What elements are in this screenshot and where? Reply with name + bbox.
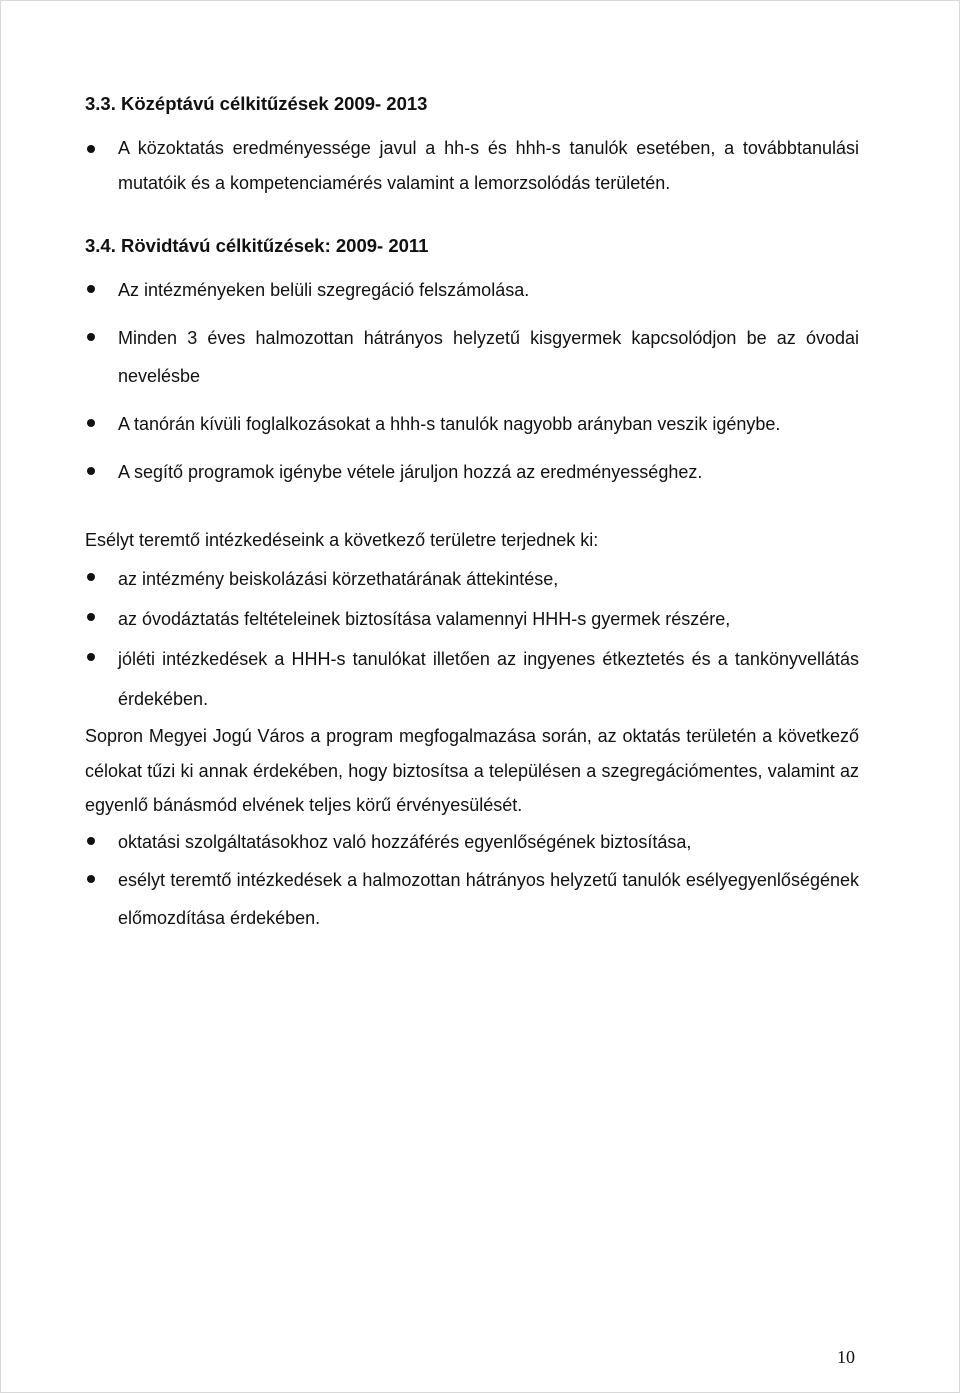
list-item xyxy=(85,131,859,201)
list-item-text: A közoktatás eredményessége javul a hh-s és hhh-s tanulók esetében, a továbbtanulási mutatóik és a kompetenciamérés valamint a lemorzsolódás területén. xyxy=(118,138,859,193)
bullet-icon xyxy=(87,837,95,845)
bullet-icon xyxy=(87,573,95,581)
bullet-list-city-goals xyxy=(85,823,859,937)
bullet-icon xyxy=(87,875,95,883)
list-item-text: jóléti intézkedések a HHH-s tanulókat illetően az ingyenes étkeztetés és a tankönyvellátás érdekében. xyxy=(118,649,859,709)
list-item xyxy=(85,599,859,639)
bullet-icon xyxy=(87,333,95,341)
list-item xyxy=(85,453,859,491)
page-content xyxy=(85,85,859,937)
list-item xyxy=(85,405,859,443)
list-item-text: az óvodáztatás feltételeinek biztosítása valamennyi HHH-s gyermek részére, xyxy=(118,609,731,629)
city-paragraph: Sopron Megyei Jogú Város a program megfogalmazása során, az oktatás területén a következő célokat tűzi ki annak érdekében, hogy biztosítsa a településen a szegregációmentes, valamint az egyenlő bánásmód elvének teljes körű érvényesülését. xyxy=(85,726,859,815)
list-item-text: A segítő programok igénybe vétele járuljon hozzá az eredményességhez. xyxy=(118,462,703,482)
list-item-text: Az intézményeken belüli szegregáció felszámolása. xyxy=(118,280,530,300)
list-item-text: A tanórán kívüli foglalkozásokat a hhh-s tanulók nagyobb arányban veszik igénybe. xyxy=(118,414,781,434)
bullet-list-short-term xyxy=(85,271,859,491)
bullet-icon xyxy=(87,419,95,427)
list-item xyxy=(85,559,859,599)
bullet-icon xyxy=(87,285,95,293)
list-item xyxy=(85,639,859,719)
list-item-text: Minden 3 éves halmozottan hátrányos helyzetű kisgyermek kapcsolódjon be az óvodai nevelésbe xyxy=(118,328,859,386)
measures-intro: Esélyt teremtő intézkedéseink a következő területre terjednek ki: xyxy=(85,530,599,550)
list-item xyxy=(85,271,859,309)
bullet-icon xyxy=(87,613,95,621)
list-item-text: oktatási szolgáltatásokhoz való hozzáférés egyenlőségének biztosítása, xyxy=(118,831,692,852)
list-item xyxy=(85,319,859,395)
page-number: 10 xyxy=(837,1347,855,1367)
bullet-list-medium-term xyxy=(85,131,859,201)
list-item xyxy=(85,861,859,937)
bullet-icon xyxy=(87,653,95,661)
bullet-icon xyxy=(87,145,95,153)
bullet-list-measures xyxy=(85,559,859,719)
list-item xyxy=(85,823,859,861)
section-heading-3-4: 3.4. Rövidtávú célkitűzések: 2009- 2011 xyxy=(85,235,429,256)
list-item-text: esélyt teremtő intézkedések a halmozottan hátrányos helyzetű tanulók esélyegyenlőségének előmozdítása érdekében. xyxy=(118,869,859,928)
bullet-icon xyxy=(87,467,95,475)
list-item-text: az intézmény beiskolázási körzethatárának áttekintése, xyxy=(118,569,559,589)
section-heading-3-3: 3.3. Középtávú célkitűzések 2009- 2013 xyxy=(85,93,428,114)
